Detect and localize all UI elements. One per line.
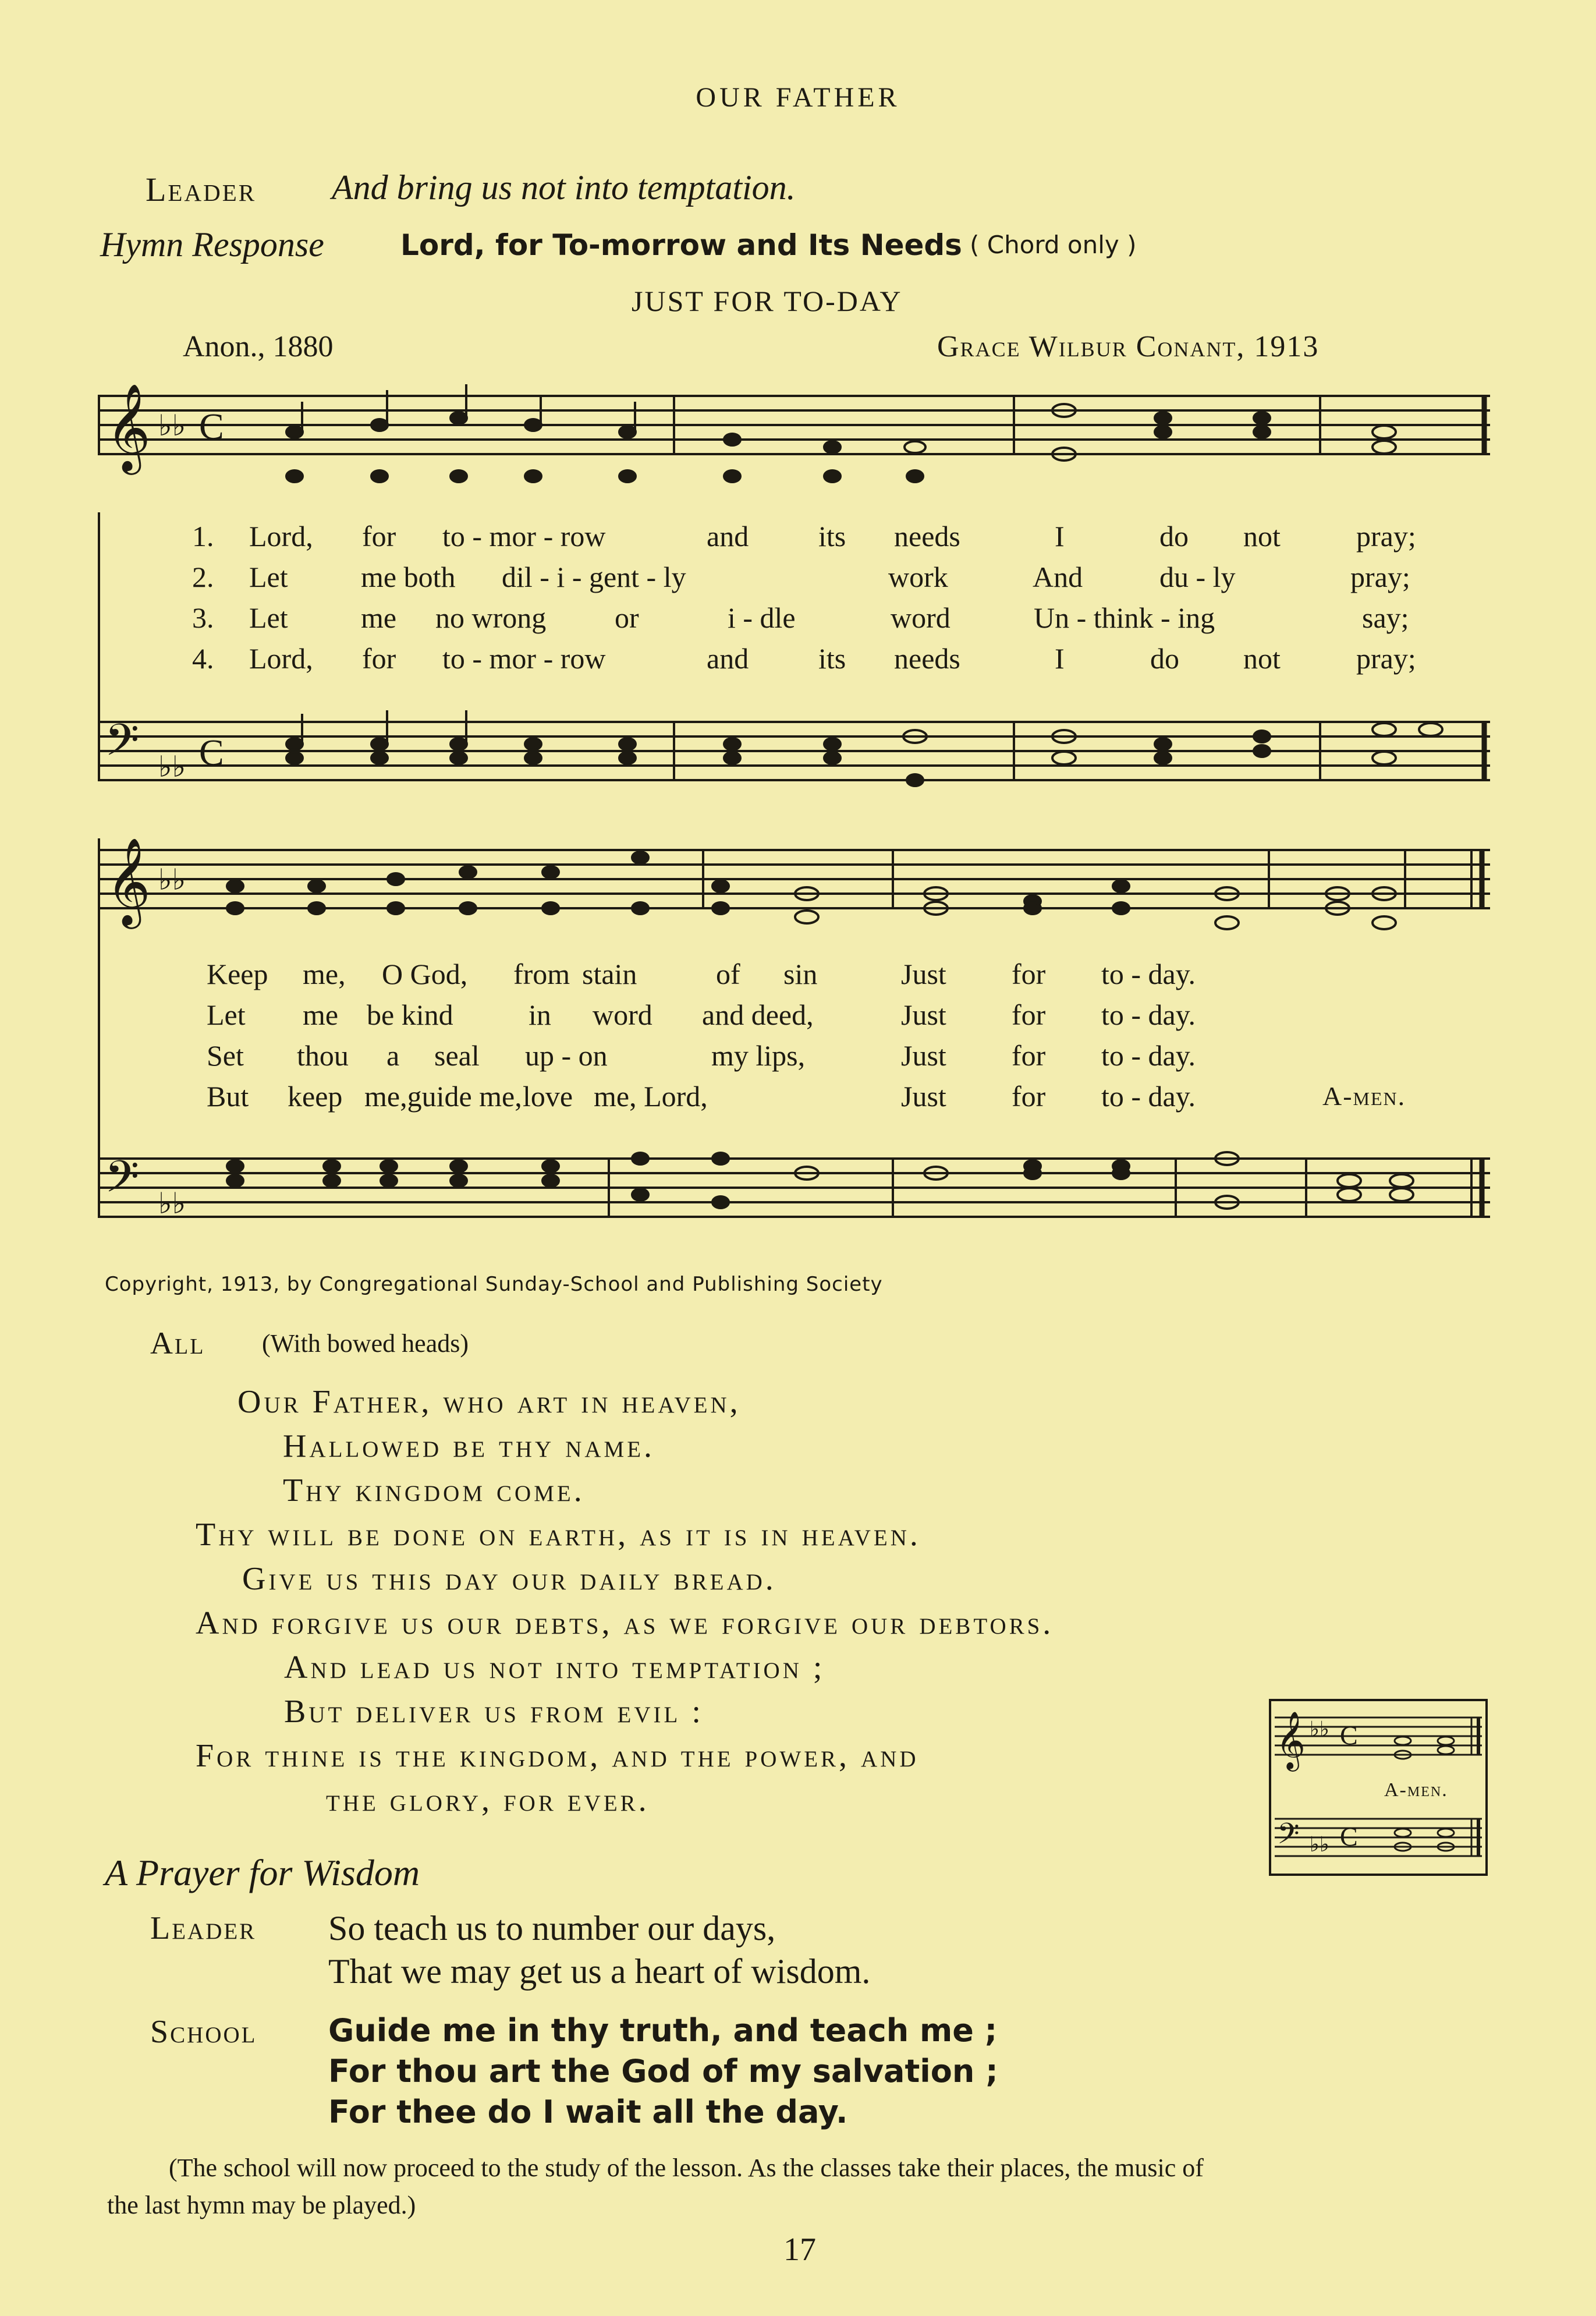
lyric-syllable: And	[1033, 561, 1083, 593]
lyric-syllable: Set	[207, 1039, 244, 1072]
lyric-syllable: me both	[361, 561, 456, 593]
wisdom-leader-label: Leader	[150, 1910, 257, 1946]
verse-number: 3.	[192, 601, 214, 634]
lyric-syllable: me	[303, 998, 339, 1031]
hymn-response-note: ( Chord only )	[970, 231, 1137, 259]
amen-treble-staff	[1271, 1709, 1485, 1773]
lyric-syllable: word	[891, 601, 950, 634]
leader-label: Leader	[146, 171, 257, 208]
svg-text:C: C	[1340, 1720, 1358, 1750]
lyric-syllable: Just	[901, 1080, 946, 1113]
lyric-syllable: Let	[249, 601, 288, 634]
lyric-syllable: me, Lord,	[594, 1080, 708, 1113]
prayer-line: Our Father, who art in heaven,	[237, 1384, 741, 1420]
lyric-syllable: Let	[207, 998, 246, 1031]
all-direction: (With bowed heads)	[262, 1329, 469, 1358]
lyric-syllable: and	[707, 642, 749, 675]
lyric-syllable: its	[818, 520, 846, 553]
lyric-syllable: to - day.	[1101, 1039, 1196, 1072]
wisdom-leader-line: That we may get us a heart of wisdom.	[328, 1952, 871, 1991]
svg-text:♭♭: ♭♭	[158, 750, 186, 783]
prayer-line: the glory, for ever.	[326, 1782, 650, 1818]
prayer-line: Thy will be done on earth, as it is in heaven.	[196, 1517, 921, 1553]
lyric-syllable: needs	[894, 642, 960, 675]
lyric-syllable: or	[615, 601, 639, 634]
wisdom-school-line: For thee do I wait all the day.	[328, 2094, 848, 2130]
lyric-syllable: do	[1159, 520, 1189, 553]
lyric-syllable: and deed,	[702, 998, 814, 1031]
lyric-syllable: i - dle	[728, 601, 796, 634]
svg-text:♭♭: ♭♭	[158, 863, 186, 896]
svg-text:𝄢: 𝄢	[105, 1153, 140, 1212]
lyric-syllable: no wrong	[435, 601, 547, 634]
lyric-syllable: Lord,	[249, 642, 313, 675]
wisdom-title: A Prayer for Wisdom	[105, 1852, 420, 1893]
lyric-syllable: Let	[249, 561, 288, 593]
bass-staff-system-1	[98, 710, 1495, 827]
prayer-line: Hallowed be thy name.	[283, 1428, 655, 1464]
lyric-syllable: stain	[582, 958, 637, 990]
lyric-syllable: to - day.	[1101, 958, 1196, 990]
svg-text:𝄢: 𝄢	[1277, 1818, 1300, 1857]
tune-name: JUST FOR TO-DAY	[632, 285, 903, 317]
music-credit: Grace Wilbur Conant, 1913	[937, 330, 1320, 363]
lyric-syllable: Just	[901, 998, 946, 1031]
lyric-syllable: Keep	[207, 958, 268, 990]
wisdom-school-label: School	[150, 2014, 257, 2050]
svg-text:𝄞: 𝄞	[106, 386, 151, 470]
treble-staff-system-1	[98, 384, 1495, 512]
lyric-syllable: Just	[901, 1039, 946, 1072]
lyric-syllable: pray;	[1356, 642, 1416, 675]
treble-staff-system-2	[98, 838, 1495, 966]
lyric-syllable: work	[888, 561, 948, 593]
prayer-line: For thine is the kingdom, and the power, and	[196, 1738, 919, 1774]
svg-text:𝄞: 𝄞	[1276, 1712, 1306, 1768]
words-credit: Anon., 1880	[183, 330, 334, 363]
prayer-line: Give us this day our daily bread.	[242, 1561, 776, 1597]
lyric-syllable: du - ly	[1159, 561, 1236, 593]
verse-number: 1.	[192, 520, 214, 553]
lyric-syllable: sin	[783, 958, 818, 990]
lyric-syllable: Just	[901, 958, 946, 990]
footnote-line-1: (The school will now proceed to the study of the lesson. As the classes take their places, the music of	[169, 2154, 1204, 2182]
lyric-syllable: of	[716, 958, 740, 990]
lyric-syllable: to - day.	[1101, 1080, 1196, 1113]
copyright-notice: Copyright, 1913, by Congregational Sunday-School and Publishing Society	[105, 1273, 883, 1296]
lyric-syllable: I	[1055, 642, 1065, 675]
wisdom-leader-line: So teach us to number our days,	[328, 1909, 776, 1947]
lyric-syllable: for	[1012, 1080, 1046, 1113]
lyric-syllable: up - on	[525, 1039, 608, 1072]
lyric-syllable: do	[1150, 642, 1179, 675]
svg-text:♭♭: ♭♭	[158, 1187, 186, 1220]
lyric-syllable: me	[361, 601, 397, 634]
amen-bass-staff	[1271, 1811, 1485, 1869]
svg-text:C: C	[1340, 1822, 1358, 1851]
page-number: 17	[783, 2232, 816, 2268]
lyric-syllable: to - mor - row	[442, 642, 606, 675]
amen-box-label: A-men.	[1384, 1779, 1448, 1801]
lyric-syllable: and	[707, 520, 749, 553]
svg-text:♭♭: ♭♭	[1310, 1833, 1329, 1856]
amen-lyric: A-men.	[1322, 1081, 1406, 1111]
lyric-syllable: dil - i - gent - ly	[502, 561, 686, 593]
prayer-line: Thy kingdom come.	[283, 1472, 585, 1508]
lyric-syllable: not	[1243, 642, 1281, 675]
prayer-line: And lead us not into temptation ;	[284, 1649, 825, 1685]
lyric-syllable: for	[362, 520, 396, 553]
lyric-syllable: my lips,	[711, 1039, 806, 1072]
lyric-syllable: keep	[288, 1080, 343, 1113]
lyric-syllable: word	[593, 998, 652, 1031]
svg-text:𝄢: 𝄢	[105, 716, 140, 775]
lyric-syllable: to - day.	[1101, 998, 1196, 1031]
lyric-syllable: for	[1012, 958, 1046, 990]
wisdom-school-line: For thou art the God of my salvation ;	[328, 2053, 998, 2090]
lyric-syllable: needs	[894, 520, 960, 553]
lyric-syllable: me,guide me,	[364, 1080, 522, 1113]
svg-text:♭♭: ♭♭	[158, 409, 186, 442]
bass-staff-system-2	[98, 1147, 1495, 1275]
lyric-syllable: for	[362, 642, 396, 675]
lyric-syllable: to - mor - row	[442, 520, 606, 553]
lyric-syllable: not	[1243, 520, 1281, 553]
lyric-syllable: Lord,	[249, 520, 313, 553]
lyric-syllable: for	[1012, 998, 1046, 1031]
svg-text:𝄞: 𝄞	[106, 840, 151, 924]
lyric-syllable: its	[818, 642, 846, 675]
lyric-syllable: be kind	[367, 998, 453, 1031]
svg-text:C: C	[199, 406, 224, 447]
lyric-syllable: love	[523, 1080, 573, 1113]
lyric-syllable: a	[386, 1039, 400, 1072]
prayer-line: And forgive us our debts, as we forgive our debtors.	[196, 1605, 1054, 1641]
lyric-syllable: O God,	[382, 958, 468, 990]
lyric-syllable: But	[207, 1080, 249, 1113]
hymn-title: Lord, for To-morrow and Its Needs	[400, 228, 962, 262]
footnote-line-2: the last hymn may be played.)	[107, 2191, 416, 2219]
verse-number: 4.	[192, 642, 214, 675]
wisdom-school-line: Guide me in thy truth, and teach me ;	[328, 2012, 998, 2049]
lyric-syllable: I	[1055, 520, 1065, 553]
lyric-syllable: for	[1012, 1039, 1046, 1072]
hymn-response-label: Hymn Response	[100, 225, 324, 264]
svg-text:♭♭: ♭♭	[1310, 1717, 1329, 1741]
lyric-syllable: thou	[297, 1039, 349, 1072]
lyric-syllable: me,	[303, 958, 346, 990]
leader-line: And bring us not into temptation.	[332, 168, 796, 207]
lyric-syllable: pray;	[1356, 520, 1416, 553]
lyric-syllable: pray;	[1350, 561, 1410, 593]
prayer-line: But deliver us from evil :	[284, 1694, 704, 1730]
page-heading: OUR FATHER	[696, 82, 900, 113]
lyric-syllable: from	[513, 958, 570, 990]
all-role-label: All	[150, 1326, 205, 1361]
lyric-syllable: in	[529, 998, 551, 1031]
lyric-syllable: Un - think - ing	[1034, 601, 1215, 634]
lyric-syllable: say;	[1362, 601, 1409, 634]
svg-text:C: C	[199, 732, 224, 773]
amen-music-box	[1269, 1699, 1488, 1876]
verse-number: 2.	[192, 561, 214, 593]
lyric-syllable: seal	[434, 1039, 480, 1072]
